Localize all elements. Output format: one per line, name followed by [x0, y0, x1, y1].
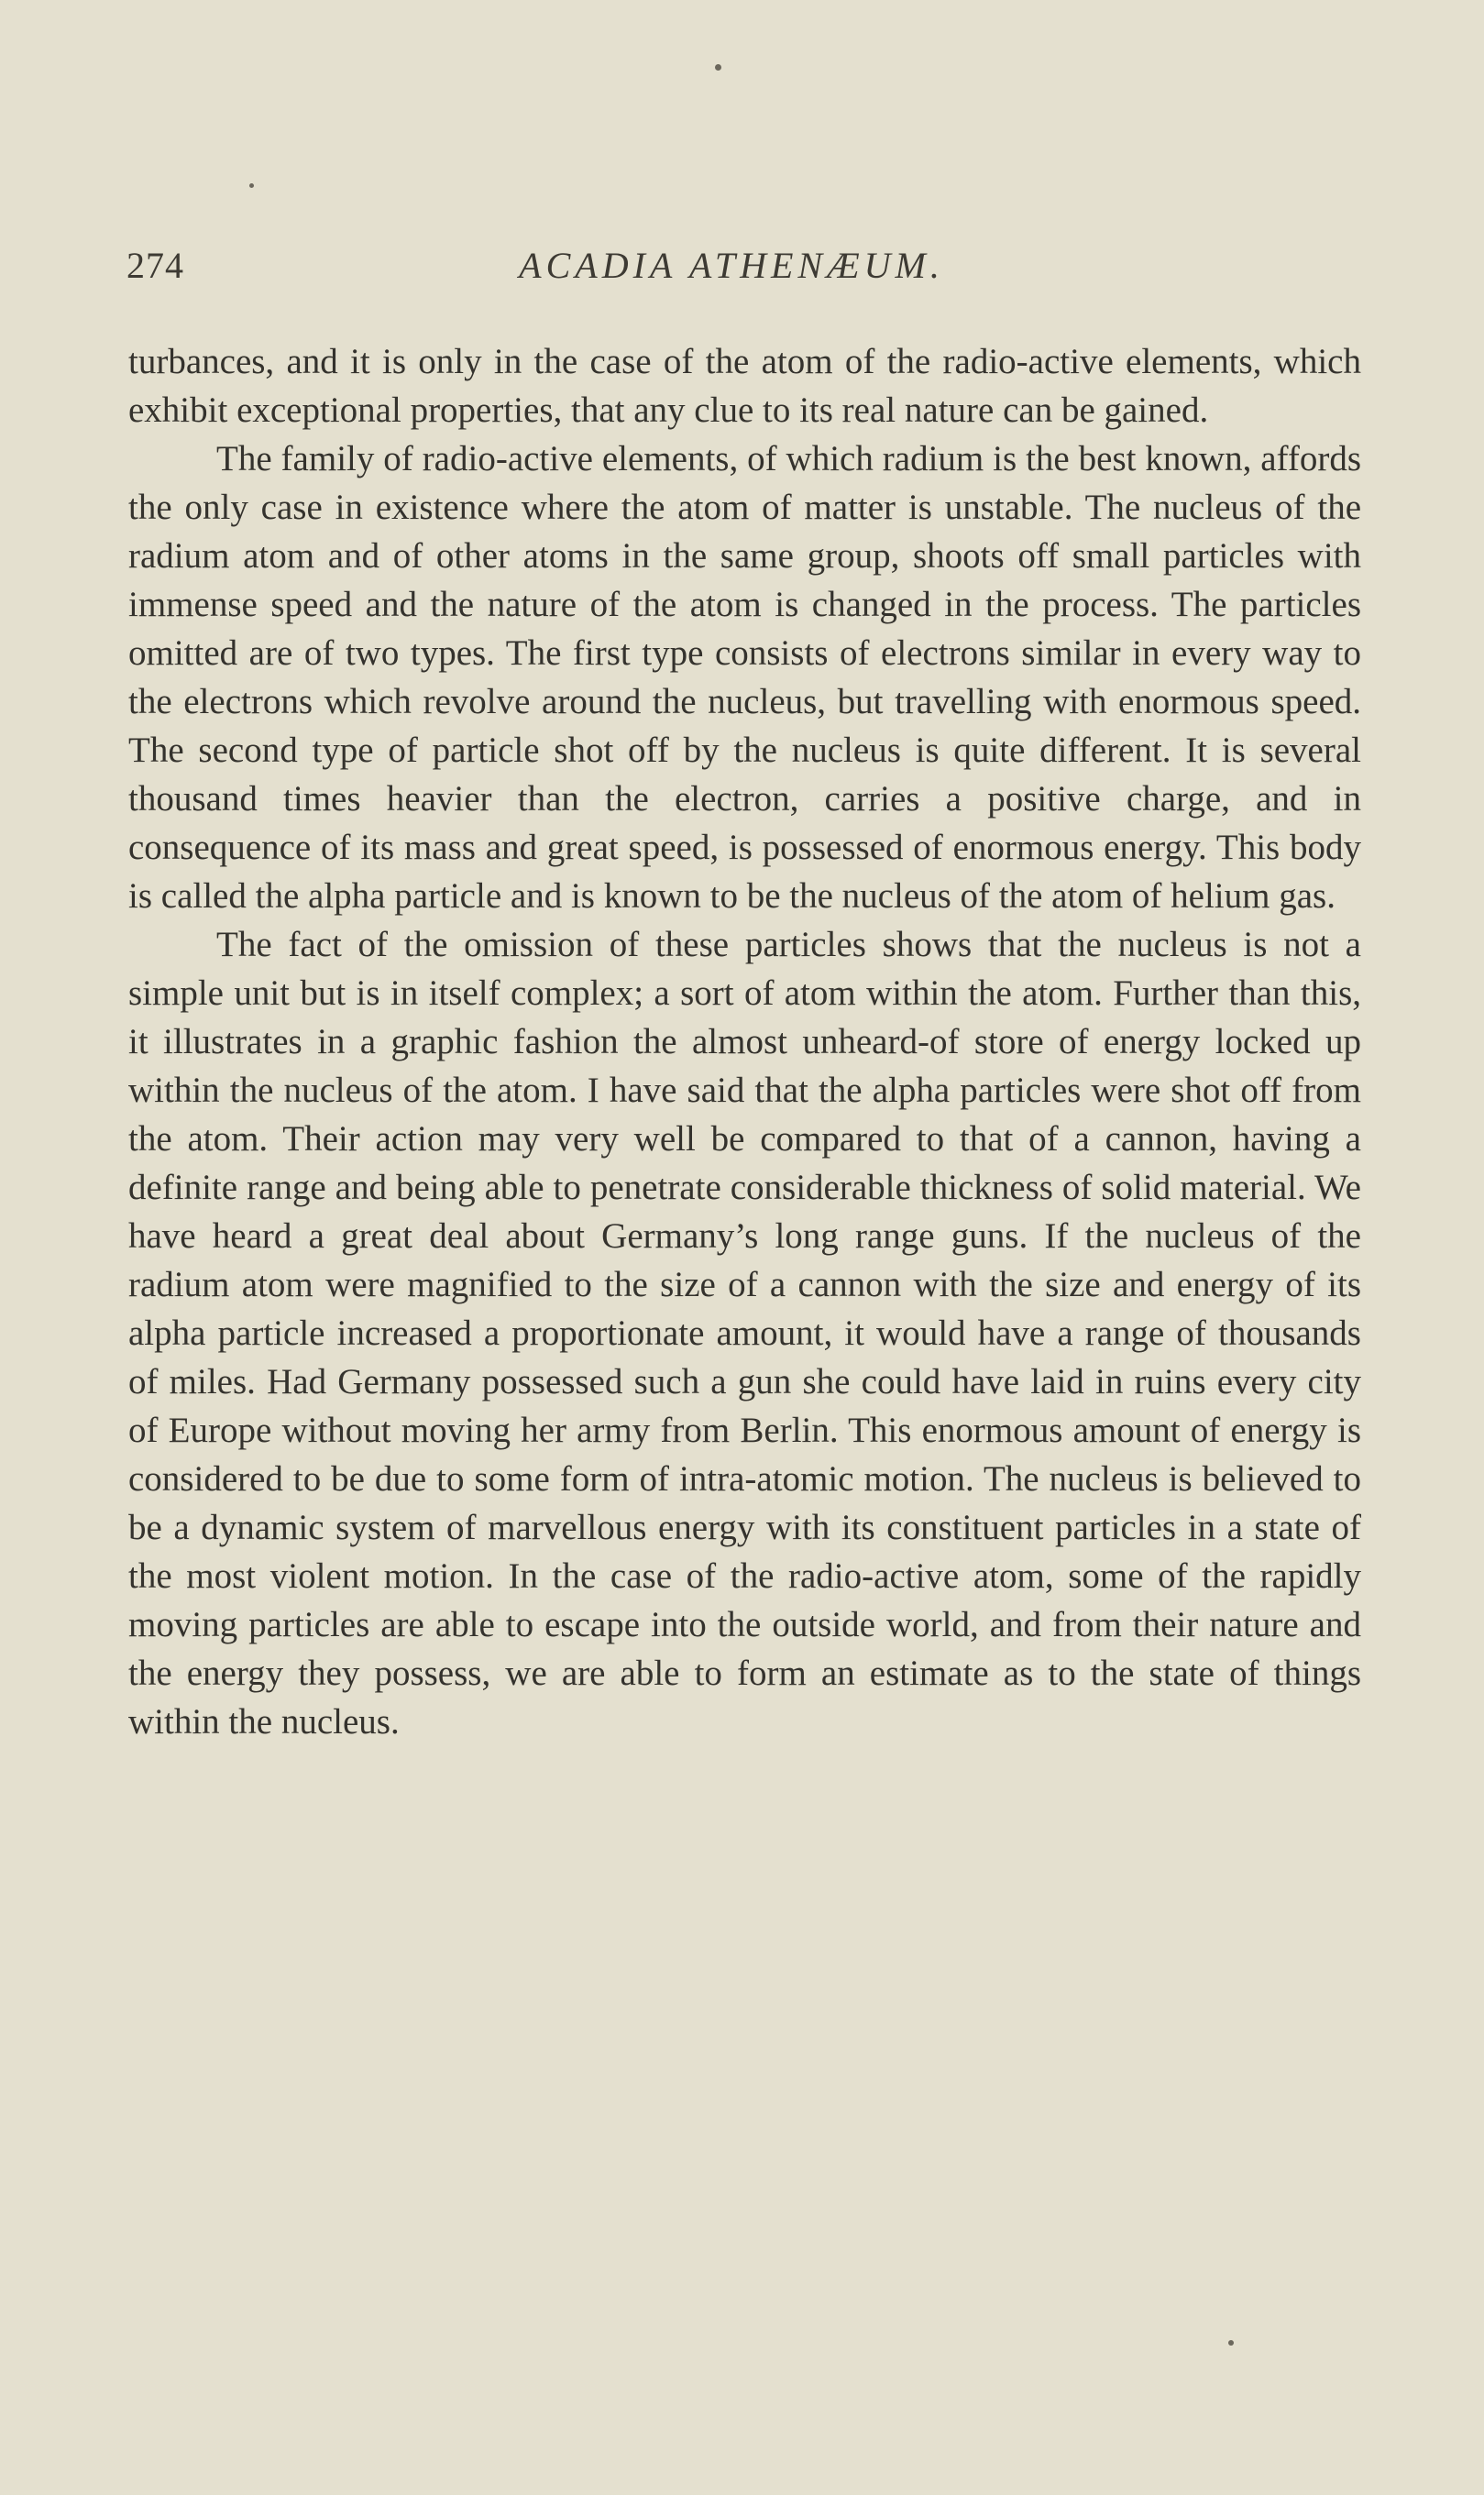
running-title: ACADIA ATHENÆUM. — [519, 245, 944, 286]
ink-speck — [1228, 2340, 1234, 2346]
page-header — [126, 236, 1364, 301]
paragraph: turbances, and it is only in the case of the atom of the radio-active elements, which exhibit exceptional properties, that any clue to its real nature can be gained. — [128, 342, 1361, 430]
ink-speck — [249, 183, 254, 188]
page-number: 274 — [126, 245, 184, 286]
paragraph: The fact of the omission of these particles shows that the nucleus is not a simple unit but is in itself complex; a sort of atom within the atom. Further than this, it illustrates in a graphic fashion the almost unheard-of store of energy locked up within the nucleus of the atom. I have said that the alpha particles were shot off from the atom. Their action may very well be compared to that of a cannon, having a definite range and being able to penetrate considerable thickness of solid material. We have heard a great deal about Germany’s long range guns. If the nucleus of the radium atom were magnified to the size of a cannon with the size and energy of its alpha particle increased a proportionate amount, it would have a range of thousands of miles. Had Germany possessed such a gun she could have laid in ruins every city of Europe without moving her army from Berlin. This enormous amount of energy is considered to be due to some form of intra-atomic motion. The nucleus is believed to be a dynamic system of marvellous energy with its constituent particles in a state of the most violent motion. In the case of the radio-active atom, some of the rapidly moving particles are able to escape into the outside world, and from their nature and the energy they possess, we are able to form an estimate as to the state of things within the nucleus. — [128, 925, 1361, 1742]
ink-speck — [715, 64, 721, 71]
article-body — [128, 337, 1361, 1746]
paragraph: The family of radio-active elements, of which radium is the best known, affords the only case in existence where the atom of matter is unstable. The nucleus of the radium atom and of other atoms in the same group, shoots off small particles with immense speed and the nature of the atom is changed in the process. The particles omitted are of two types. The first type consists of electrons similar in every way to the electrons which revolve around the nucleus, but travelling with enormous speed. The second type of particle shot off by the nucleus is quite different. It is several thousand times heavier than the electron, carries a positive charge, and in consequence of its mass and great speed, is possessed of enormous energy. This body is called the alpha particle and is known to be the nucleus of the atom of helium gas. — [128, 439, 1361, 916]
